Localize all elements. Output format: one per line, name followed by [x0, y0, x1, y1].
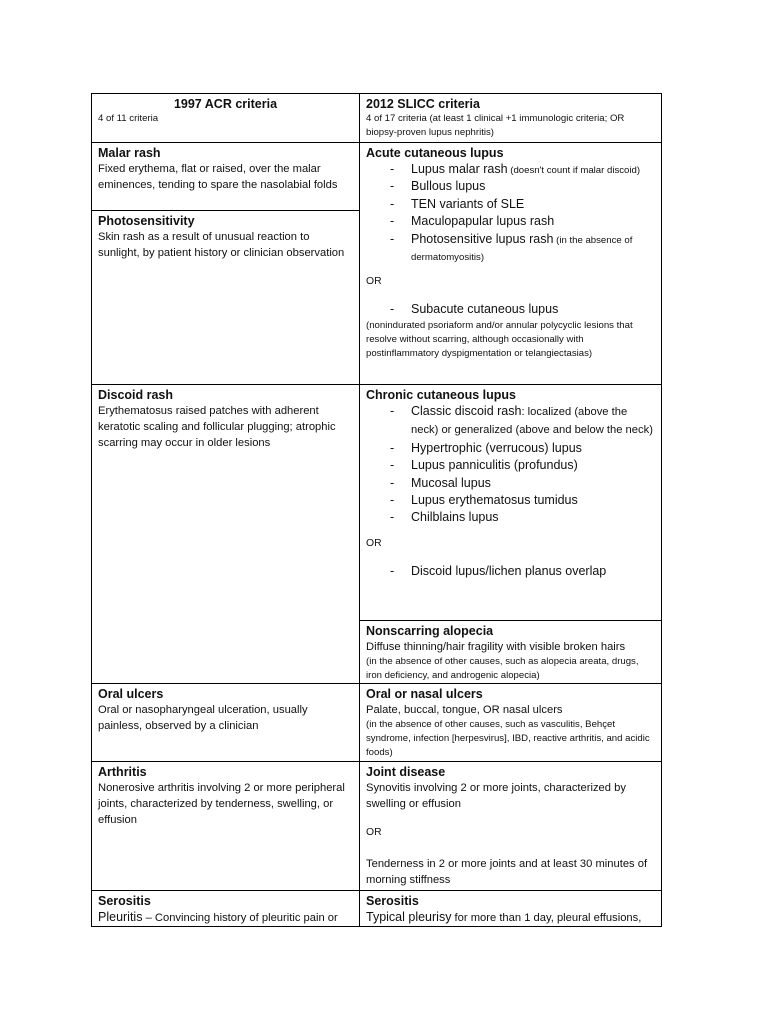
- list-item: - Lupus malar rash (doesn't count if malar discoid): [366, 161, 655, 178]
- cell-serositis-slicc: [360, 891, 662, 927]
- arthritis-text: Nonerosive arthritis involving 2 or more peripheral joints, characterized by tenderness, swelling, or effusion: [98, 782, 345, 826]
- joint-disease-text: Synovitis involving 2 or more joints, characterized by swelling or effusion: [366, 782, 626, 810]
- chronic-or: OR: [366, 537, 382, 549]
- header-slicc: [360, 93, 662, 143]
- list-item: - Lupus erythematosus tumidus: [366, 492, 655, 509]
- list-item: - Photosensitive lupus rash (in the absence of dermatomyositis): [366, 231, 655, 266]
- oral-ulcers-text: Oral or nasopharyngeal ulceration, usually painless, observed by a clinician: [98, 704, 308, 732]
- joint-disease-text2: Tenderness in 2 or more joints and at least 30 minutes of morning stiffness: [366, 858, 648, 886]
- chronic-cutaneous-list: [366, 403, 655, 527]
- acr-subtitle: 4 of 11 criteria: [98, 113, 159, 124]
- pleuritis-text: – Convincing history of pleuritic pain or: [142, 912, 338, 924]
- list-item: - Discoid lupus/lichen planus overlap: [366, 563, 655, 580]
- joint-disease-title: Joint disease: [366, 765, 446, 779]
- chronic-cutaneous-title: Chronic cutaneous lupus: [366, 388, 517, 402]
- cell-arthritis: [91, 762, 360, 891]
- list-item: - Hypertrophic (verrucous) lupus: [366, 440, 655, 457]
- discoid-rash-text: Erythematosus raised patches with adherent keratotic scaling and follicular plugging; atrophic scarring may occur in older lesions: [98, 405, 336, 449]
- photosensitivity-text: Skin rash as a result of unusual reaction to sunlight, by patient history or clinician observation: [98, 231, 345, 259]
- cell-chronic-cutaneous: [360, 385, 662, 621]
- cell-joint-disease: [360, 762, 662, 891]
- acute-cutaneous-list: [366, 161, 655, 265]
- subacute-note: (nonindurated psoriaform and/or annular polycyclic lesions that resolve without scarring, although occasionally with postinflammatory dyspigmentation or telangiectasias): [366, 319, 633, 359]
- cell-photosensitivity: [91, 211, 360, 385]
- pleuritis-label: Pleuritis: [98, 910, 143, 924]
- list-item: - Bullous lupus: [366, 178, 655, 195]
- cell-acute-cutaneous: [360, 143, 662, 385]
- acute-cutaneous-title: Acute cutaneous lupus: [366, 146, 504, 160]
- acr-title: 1997 ACR criteria: [173, 97, 278, 111]
- acute-or: OR: [366, 276, 382, 288]
- list-item: - Mucosal lupus: [366, 475, 655, 492]
- pleurisy-label: Typical pleurisy: [366, 910, 452, 924]
- cell-oral-nasal-ulcers: [360, 684, 662, 762]
- list-item: - Classic discoid rash: localized (above the neck) or generalized (above and below the neck): [366, 403, 655, 440]
- oral-ulcers-title: Oral ulcers: [98, 687, 164, 701]
- cell-discoid-rash: [91, 385, 360, 684]
- serositis-slicc-title: Serositis: [366, 894, 419, 908]
- joint-or: OR: [366, 827, 382, 838]
- cell-malar-rash: [91, 143, 360, 211]
- oral-nasal-text: Palate, buccal, tongue, OR nasal ulcers: [366, 704, 563, 716]
- cell-nonscarring-alopecia: [360, 621, 662, 684]
- malar-rash-title: Malar rash: [98, 146, 161, 160]
- alopecia-text: Diffuse thinning/hair fragility with visible broken hairs: [366, 641, 626, 653]
- list-item: - Chilblains lupus: [366, 509, 655, 526]
- alopecia-title: Nonscarring alopecia: [366, 624, 494, 638]
- list-item: - Subacute cutaneous lupus: [366, 301, 655, 318]
- header-acr: [91, 93, 360, 143]
- alopecia-note: (in the absence of other causes, such as alopecia areata, drugs, iron deficiency, and androgenic alopecia): [366, 656, 639, 681]
- oral-nasal-title: Oral or nasal ulcers: [366, 687, 483, 701]
- list-item: - Lupus panniculitis (profundus): [366, 457, 655, 474]
- pleurisy-text: for more than 1 day, pleural effusions,: [451, 912, 642, 924]
- malar-rash-text: Fixed erythema, flat or raised, over the malar eminences, tending to spare the nasolabial folds: [98, 163, 338, 191]
- subacute-list: [366, 301, 655, 318]
- overlap-list: [366, 563, 655, 580]
- photosensitivity-title: Photosensitivity: [98, 214, 195, 228]
- cell-serositis-acr: [91, 891, 360, 927]
- slicc-title: 2012 SLICC criteria: [366, 97, 480, 111]
- discoid-rash-title: Discoid rash: [98, 388, 174, 402]
- arthritis-title: Arthritis: [98, 765, 147, 779]
- cell-oral-ulcers: [91, 684, 360, 762]
- oral-nasal-note: (in the absence of other causes, such as vasculitis, Behçet syndrome, infection [herpesvirus], IBD, reactive arthritis, and acidic foods): [366, 719, 650, 758]
- list-item: - Maculopapular lupus rash: [366, 213, 655, 230]
- list-item: - TEN variants of SLE: [366, 196, 655, 213]
- slicc-subtitle: 4 of 17 criteria (at least 1 clinical +1 immunologic criteria; OR biopsy-proven lupus nephritis): [366, 113, 625, 138]
- serositis-acr-title: Serositis: [98, 894, 151, 908]
